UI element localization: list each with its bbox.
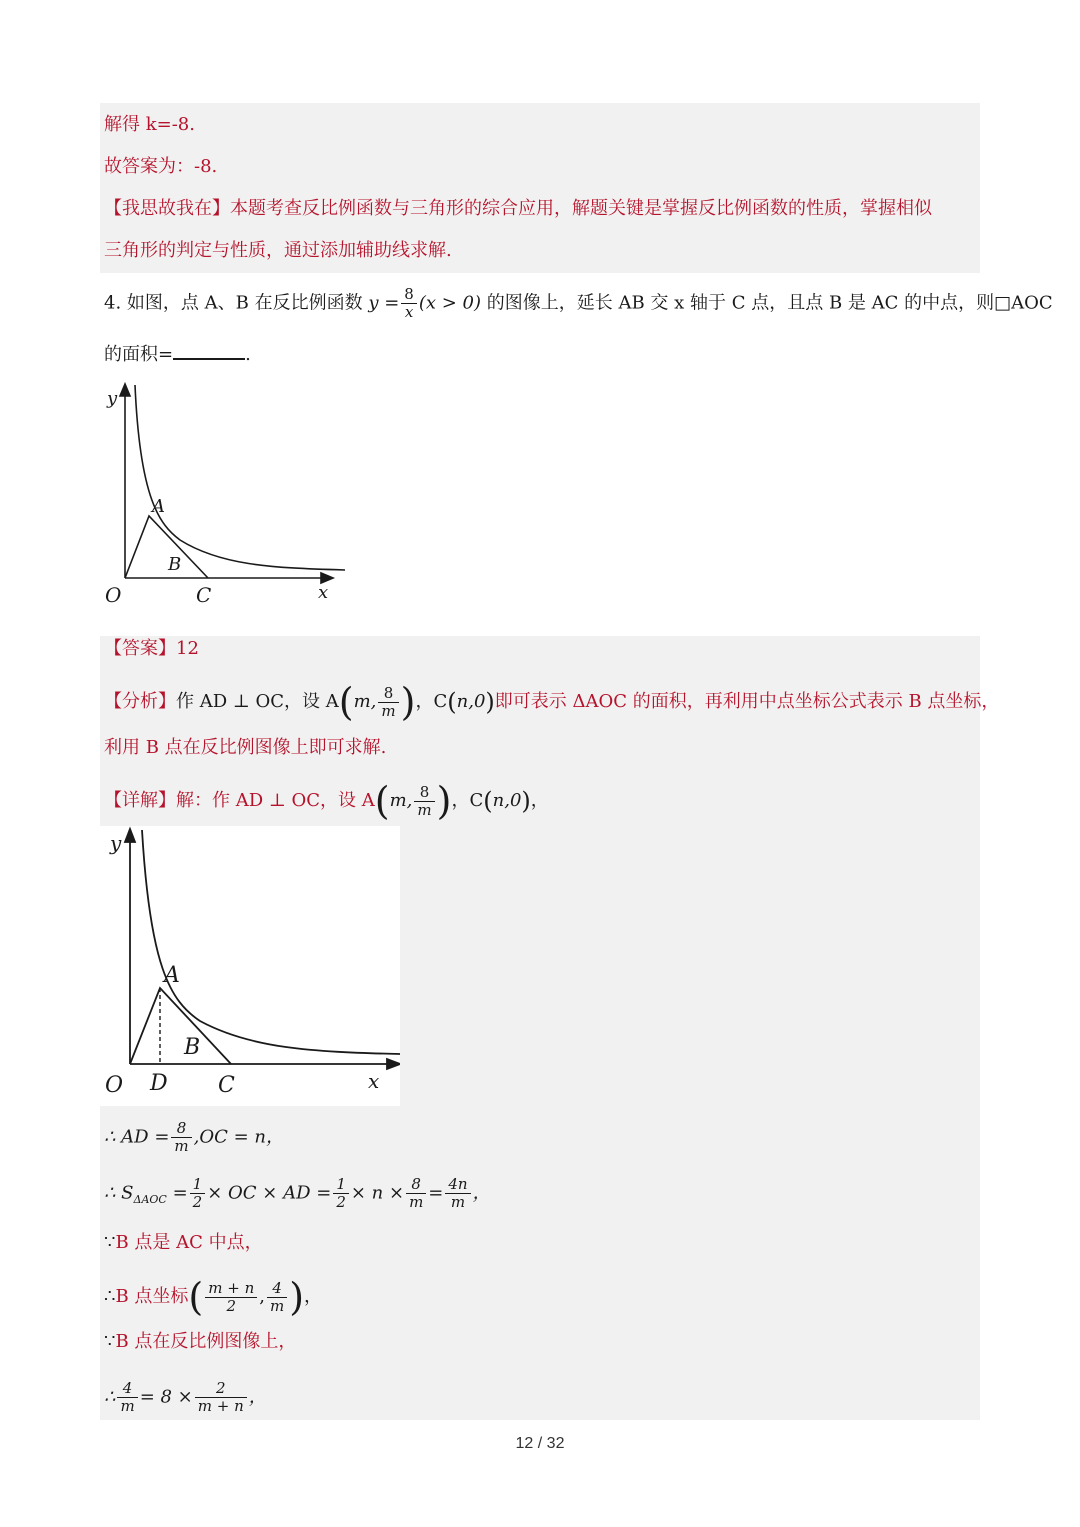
step-4: ∴B 点坐标( $\frac{m + n}{2}$ , $\frac{4}{m}$ )，: [104, 1275, 323, 1319]
label-A-2: A: [164, 963, 180, 988]
answer-blank: [173, 340, 245, 360]
label-x: x: [318, 582, 329, 603]
step-3: ∵B 点是 AC 中点，: [104, 1232, 263, 1253]
label-O: O: [105, 583, 122, 607]
analysis-line-1: 【分析】作 AD ⊥ OC，设 A(m, $\frac{8}{m}$ )，C(n,0)即可表示 ΔAOC 的面积，再利用中点坐标公式表示 B 点坐标，: [104, 680, 1000, 724]
x-axis-arrow-2: [387, 1059, 400, 1069]
figure-1: [100, 380, 350, 610]
step-2: ∴ $S_{\Delta AOC}$ = $\frac{1}{2}$ × OC × AD = $\frac{1}{2}$ × n × $\frac{8}{m}$ = $\frac{4n}{m}$ ，: [104, 1175, 491, 1211]
answer-label: 【答案】12: [104, 638, 199, 659]
hyperbola-curve: [135, 385, 345, 570]
label-B: B: [168, 554, 182, 575]
label-A: A: [152, 496, 165, 517]
function-fraction: $\frac{8}{x}$: [401, 286, 417, 321]
question-text: 4. 如图，点 A、B 在反比例函数 y = $\frac{8}{x}$ (x > 0) 的图像上，延长 AB 交 x 轴于 C 点，且点 B 是 AC 的中点，则□AOC: [104, 285, 1053, 321]
step-6: ∴ $\frac{4}{m}$ = 8 × $\frac{2}{m + n}$ ，: [104, 1379, 267, 1415]
reflection-line-1: 【我思故我在】本题考查反比例函数与三角形的综合应用，解题关键是掌握反比例函数的性质，掌握相似: [104, 198, 932, 219]
y-axis-arrow: [120, 384, 130, 396]
figure-2: [100, 826, 400, 1106]
question-line-2: 的面积= .: [104, 340, 251, 367]
label-D-2: D: [150, 1071, 168, 1096]
label-y-2: y: [110, 831, 122, 855]
y-axis-arrow-2: [125, 829, 135, 842]
label-x-2: x: [368, 1069, 380, 1093]
label-C-2: C: [218, 1073, 235, 1098]
label-y: y: [107, 388, 118, 409]
answer-line: 故答案为：-8.: [104, 156, 218, 177]
label-B-2: B: [184, 1035, 201, 1060]
page-number: 12 / 32: [515, 1435, 565, 1452]
label-O-2: O: [105, 1073, 124, 1098]
triangle-aoc: [125, 516, 208, 578]
solution-line-1: 解得 k=-8.: [104, 114, 195, 135]
reflection-line-2: 三角形的判定与性质，通过添加辅助线求解.: [104, 240, 452, 261]
analysis-line-2: 利用 B 点在反比例图像上即可求解.: [104, 737, 387, 758]
label-C: C: [196, 583, 212, 607]
step-5: ∵B 点在反比例图像上，: [104, 1331, 297, 1352]
hyperbola-curve-2: [142, 830, 400, 1054]
triangle-aoc-2: [130, 988, 231, 1064]
detail-line-1: 【详解】解：作 AD ⊥ OC，设 A(m, $\frac{8}{m}$ )，C(n,0)，: [104, 779, 549, 823]
step-1: ∴ AD = $\frac{8}{m}$ ,OC = n，: [104, 1119, 285, 1155]
